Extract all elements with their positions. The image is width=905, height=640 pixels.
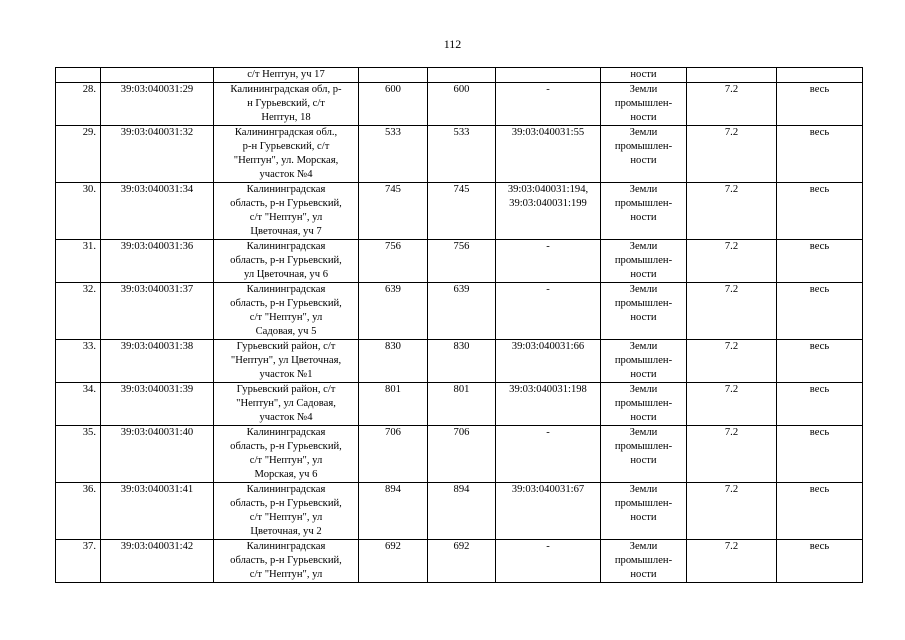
- cell-address: [214, 340, 359, 383]
- cell-land-category-line: промышлен-: [614, 441, 673, 452]
- cell-row-number: 34.: [56, 383, 101, 426]
- cell-address-line: участок №4: [259, 169, 313, 180]
- table-row: [56, 483, 863, 540]
- cell-plot-part: весь: [777, 283, 863, 340]
- cell-row-number: [56, 68, 101, 83]
- cell-address-line: Калининградская: [246, 484, 326, 495]
- cell-land-category-line: Земли: [629, 541, 658, 552]
- table-row: [56, 240, 863, 283]
- cell-cadastral-number: 39:03:040031:34: [101, 183, 214, 240]
- cell-land-category: [601, 540, 687, 583]
- cell-address-line: участок №4: [259, 412, 313, 423]
- cell-related-objects: [496, 68, 601, 83]
- cell-plot-part: весь: [777, 383, 863, 426]
- cell-row-number: 28.: [56, 83, 101, 126]
- cell-land-category-line: промышлен-: [614, 555, 673, 566]
- cell-address-line: Садовая, уч 5: [255, 326, 317, 337]
- cell-cadastral-number: 39:03:040031:39: [101, 383, 214, 426]
- cell-address-line: Калининградская: [246, 184, 326, 195]
- cell-address-line: ул Цветочная, уч 6: [243, 269, 328, 280]
- cell-land-category-line: ности: [630, 312, 657, 323]
- cell-area-documented: 706: [428, 426, 496, 483]
- cell-related-objects-line: -: [546, 427, 550, 438]
- cell-land-category-line: ности: [630, 112, 657, 123]
- cell-related-objects-line: -: [546, 241, 550, 252]
- cell-area-documented: 692: [428, 540, 496, 583]
- cell-plot-part: весь: [777, 426, 863, 483]
- cell-cadastral-number: 39:03:040031:29: [101, 83, 214, 126]
- cell-address-line: Цветочная, уч 7: [250, 226, 322, 237]
- cell-address-line: Гурьевский район, с/т: [236, 384, 336, 395]
- cell-use-code: 7.2: [687, 183, 777, 240]
- cell-use-code: 7.2: [687, 340, 777, 383]
- cell-address-line: Калининградская: [246, 427, 326, 438]
- cell-related-objects-line: 39:03:040031:67: [511, 484, 585, 495]
- cell-address-line: область, р-н Гурьевский,: [230, 441, 342, 452]
- cell-address: [214, 540, 359, 583]
- cell-land-category: [601, 183, 687, 240]
- cell-land-category-line: ности: [630, 512, 657, 523]
- cell-address-line: р-н Гурьевский, с/т: [242, 141, 330, 152]
- cell-related-objects-line: 39:03:040031:66: [511, 341, 585, 352]
- cell-cadastral-number: 39:03:040031:37: [101, 283, 214, 340]
- cell-land-category-line: промышлен-: [614, 355, 673, 366]
- cell-land-category-line: Земли: [629, 341, 658, 352]
- cell-area-documented: 756: [428, 240, 496, 283]
- cell-address-line: Морская, уч 6: [254, 469, 318, 480]
- cell-area-documented: 533: [428, 126, 496, 183]
- cell-land-category: [601, 83, 687, 126]
- table-row: [56, 340, 863, 383]
- cell-area-documented: 745: [428, 183, 496, 240]
- cell-address-line: Калининградская: [246, 541, 326, 552]
- cell-address-line: с/т "Нептун", ул: [249, 455, 323, 466]
- cell-address-line: "Нептун", ул. Морская,: [233, 155, 339, 166]
- cell-area-documented: 830: [428, 340, 496, 383]
- table-row: [56, 83, 863, 126]
- cell-area-documented: 600: [428, 83, 496, 126]
- cell-plot-part: весь: [777, 340, 863, 383]
- cell-use-code: [687, 68, 777, 83]
- cell-land-category-line: ности: [630, 369, 657, 380]
- cell-land-category-line: ности: [630, 569, 657, 580]
- cell-land-category-line: промышлен-: [614, 141, 673, 152]
- table-row: [56, 68, 863, 83]
- cell-use-code: 7.2: [687, 83, 777, 126]
- cell-area-documented: 639: [428, 283, 496, 340]
- cell-address-line: "Нептун", ул Садовая,: [236, 398, 336, 409]
- cell-address: [214, 126, 359, 183]
- page-number: 112: [443, 37, 462, 51]
- cell-address-line: область, р-н Гурьевский,: [230, 555, 342, 566]
- cell-plot-part: [777, 68, 863, 83]
- cell-address-line: Гурьевский район, с/т: [236, 341, 336, 352]
- cell-cadastral-number: 39:03:040031:40: [101, 426, 214, 483]
- cell-land-category-line: Земли: [629, 241, 658, 252]
- cell-land-category-line: Земли: [629, 184, 658, 195]
- cell-address-line: Калининградская: [246, 241, 326, 252]
- cell-related-objects: [496, 183, 601, 240]
- cell-land-category: [601, 126, 687, 183]
- cell-address: [214, 183, 359, 240]
- cell-land-category-line: ности: [630, 412, 657, 423]
- table-row: [56, 540, 863, 583]
- cell-land-category-line: промышлен-: [614, 98, 673, 109]
- cell-land-category: [601, 340, 687, 383]
- cell-land-category-line: промышлен-: [614, 498, 673, 509]
- cell-land-category-line: Земли: [629, 284, 658, 295]
- table-row: [56, 183, 863, 240]
- cell-land-category: [601, 283, 687, 340]
- cell-area: [359, 68, 428, 83]
- cell-land-category-line: Земли: [629, 484, 658, 495]
- cell-related-objects-line: 39:03:040031:198: [509, 384, 587, 395]
- cell-address: [214, 83, 359, 126]
- cell-plot-part: весь: [777, 183, 863, 240]
- cell-land-category-line: промышлен-: [614, 255, 673, 266]
- cell-address: [214, 426, 359, 483]
- cell-land-category-line: промышлен-: [614, 198, 673, 209]
- cell-plot-part: весь: [777, 540, 863, 583]
- cell-related-objects: [496, 383, 601, 426]
- cell-address-line: Калининградская: [246, 284, 326, 295]
- cell-related-objects: [496, 83, 601, 126]
- cell-address: [214, 68, 359, 83]
- cell-land-category-line: ности: [630, 155, 657, 166]
- cell-related-objects-line: 39:03:040031:199: [509, 198, 587, 209]
- cell-land-category-line: ности: [630, 269, 657, 280]
- cell-land-category-line: Земли: [629, 84, 658, 95]
- cell-address-line: с/т Нептун, уч 17: [247, 69, 325, 80]
- cell-related-objects: [496, 426, 601, 483]
- cell-land-category: [601, 383, 687, 426]
- cell-use-code: 7.2: [687, 426, 777, 483]
- cell-address-line: Цветочная, уч 2: [250, 526, 322, 537]
- cell-area: 801: [359, 383, 428, 426]
- cell-cadastral-number: 39:03:040031:32: [101, 126, 214, 183]
- cell-row-number: 31.: [56, 240, 101, 283]
- cell-land-category: [601, 426, 687, 483]
- cell-use-code: 7.2: [687, 383, 777, 426]
- cell-address-line: "Нептун", ул Цветочная,: [230, 355, 342, 366]
- cell-use-code: 7.2: [687, 126, 777, 183]
- cell-related-objects-line: 39:03:040031:194,: [507, 184, 589, 195]
- cell-related-objects-line: 39:03:040031:55: [511, 127, 585, 138]
- cell-related-objects-line: -: [546, 284, 550, 295]
- cell-area-documented: [428, 68, 496, 83]
- cell-use-code: 7.2: [687, 283, 777, 340]
- cell-land-category-line: промышлен-: [614, 398, 673, 409]
- cell-row-number: 32.: [56, 283, 101, 340]
- table-row: [56, 426, 863, 483]
- cell-land-category-line: Земли: [629, 427, 658, 438]
- cell-area: 894: [359, 483, 428, 540]
- cell-row-number: 29.: [56, 126, 101, 183]
- table-body: [56, 68, 863, 583]
- table-row: [56, 283, 863, 340]
- cell-related-objects: [496, 126, 601, 183]
- cell-address-line: с/т "Нептун", ул: [249, 512, 323, 523]
- cell-related-objects-line: -: [546, 541, 550, 552]
- cell-address-line: область, р-н Гурьевский,: [230, 498, 342, 509]
- cell-related-objects: [496, 240, 601, 283]
- cell-address-line: н Гурьевский, с/т: [247, 98, 325, 109]
- cell-area: 706: [359, 426, 428, 483]
- cell-row-number: 30.: [56, 183, 101, 240]
- cell-row-number: 37.: [56, 540, 101, 583]
- cell-address-line: с/т "Нептун", ул: [249, 212, 323, 223]
- cell-cadastral-number: 39:03:040031:36: [101, 240, 214, 283]
- cell-cadastral-number: 39:03:040031:41: [101, 483, 214, 540]
- cell-row-number: 35.: [56, 426, 101, 483]
- cell-related-objects: [496, 283, 601, 340]
- cell-land-category-line: Земли: [629, 127, 658, 138]
- cell-land-category: [601, 483, 687, 540]
- cell-area: 600: [359, 83, 428, 126]
- cell-use-code: 7.2: [687, 483, 777, 540]
- cell-address: [214, 240, 359, 283]
- cell-land-category: [601, 240, 687, 283]
- cell-cadastral-number: 39:03:040031:38: [101, 340, 214, 383]
- cell-area: 756: [359, 240, 428, 283]
- cell-related-objects: [496, 340, 601, 383]
- cell-area: 830: [359, 340, 428, 383]
- cell-use-code: 7.2: [687, 240, 777, 283]
- cell-land-category-line: промышлен-: [614, 298, 673, 309]
- table-row: [56, 126, 863, 183]
- cell-address-line: участок №1: [259, 369, 313, 380]
- cell-address-line: Калининградская обл.,: [234, 127, 338, 138]
- cell-area: 639: [359, 283, 428, 340]
- cell-related-objects: [496, 540, 601, 583]
- cell-cadastral-number: [101, 68, 214, 83]
- cell-address: [214, 483, 359, 540]
- cell-related-objects: [496, 483, 601, 540]
- cell-land-category-line: ности: [630, 212, 657, 223]
- cell-area: 533: [359, 126, 428, 183]
- cell-area: 745: [359, 183, 428, 240]
- table-row: [56, 383, 863, 426]
- cell-address: [214, 283, 359, 340]
- cell-land-category-line: Земли: [629, 384, 658, 395]
- cell-address-line: область, р-н Гурьевский,: [230, 255, 342, 266]
- cell-address-line: с/т "Нептун", ул: [249, 312, 323, 323]
- cell-address: [214, 383, 359, 426]
- cell-row-number: 36.: [56, 483, 101, 540]
- cell-plot-part: весь: [777, 83, 863, 126]
- cell-address-line: Калининградская обл, р-: [230, 84, 342, 95]
- cell-plot-part: весь: [777, 240, 863, 283]
- cell-land-category: [601, 68, 687, 83]
- land-plots-table: [55, 67, 863, 583]
- cell-related-objects-line: -: [546, 84, 550, 95]
- cell-use-code: 7.2: [687, 540, 777, 583]
- cell-plot-part: весь: [777, 483, 863, 540]
- cell-area-documented: 801: [428, 383, 496, 426]
- cell-land-category-line: ности: [630, 69, 657, 80]
- cell-plot-part: весь: [777, 126, 863, 183]
- cell-address-line: область, р-н Гурьевский,: [230, 198, 342, 209]
- cell-address-line: область, р-н Гурьевский,: [230, 298, 342, 309]
- cell-address-line: Нептун, 18: [261, 112, 311, 123]
- cell-land-category-line: ности: [630, 455, 657, 466]
- cell-area: 692: [359, 540, 428, 583]
- cell-address-line: с/т "Нептун", ул: [249, 569, 323, 580]
- cell-area-documented: 894: [428, 483, 496, 540]
- cell-cadastral-number: 39:03:040031:42: [101, 540, 214, 583]
- cell-row-number: 33.: [56, 340, 101, 383]
